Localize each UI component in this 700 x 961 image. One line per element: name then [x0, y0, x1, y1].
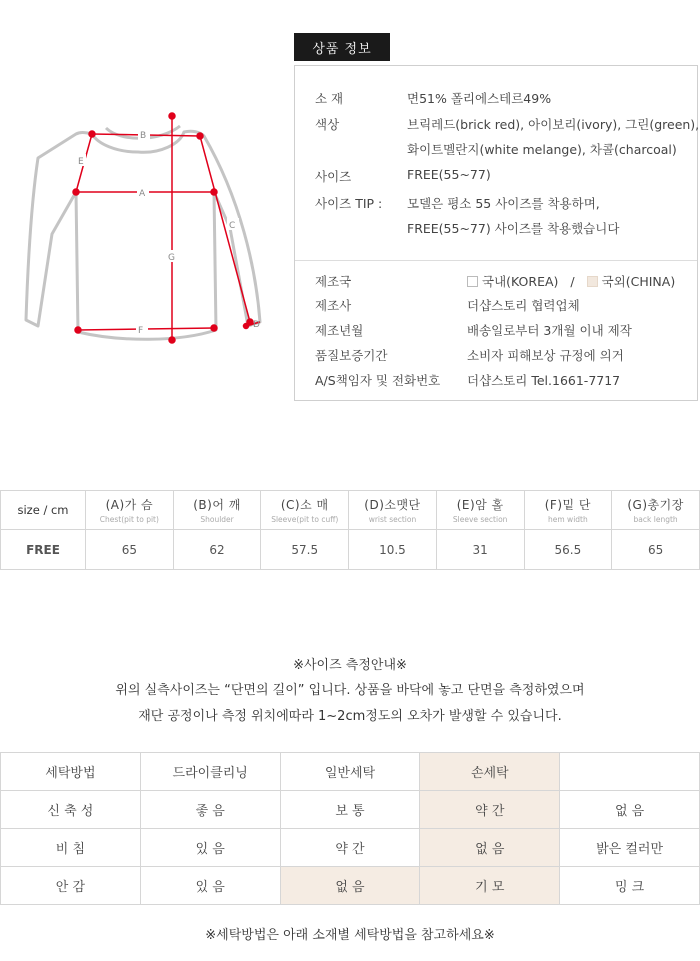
sweater-outline [26, 126, 260, 339]
maker-value: 더샵스토리 협력업체 [467, 298, 580, 313]
care-row [1, 791, 700, 829]
care-cell-option-1: 드라이클리닝 [140, 753, 280, 791]
size-value: FREE(55~77) [407, 167, 491, 182]
material-label: 소 재 [315, 91, 344, 106]
label-f: F [138, 326, 144, 336]
tip-value-2: FREE(55~77) 사이즈를 착용했습니다 [407, 221, 620, 236]
tip-value-1: 모델은 평소 55 사이즈를 착용하며, [407, 196, 600, 211]
care-cell-option-3: 기 모 [420, 867, 560, 905]
care-cell-option-2: 일반세탁 [280, 753, 420, 791]
care-table [0, 752, 700, 905]
size-diagram [20, 108, 280, 348]
size-unit: size / cm [1, 491, 86, 530]
diagram-labels [76, 128, 260, 336]
material-value: 면51% 폴리에스테르49% [407, 91, 552, 106]
info-tag: 상품 정보 [294, 33, 390, 61]
notice-line-2: 재단 공정이나 측정 위치에따라 1~2cm정도의 오차가 발생할 수 있습니다. [138, 709, 562, 724]
label-c: C [229, 221, 236, 231]
color-value-2: 화이트멜란지(white melange), 차콜(charcoal) [407, 142, 677, 157]
care-cell-option-4: 밍 크 [560, 867, 700, 905]
care-cell-option-1: 좋 음 [140, 791, 280, 829]
date-label: 제조년월 [315, 323, 364, 338]
care-cell-category: 신 축 성 [1, 791, 141, 829]
warranty-value: 소비자 피해보상 규정에 의거 [467, 348, 624, 363]
care-row [1, 753, 700, 791]
care-cell-option-2: 약 간 [280, 829, 420, 867]
value-hem: 56.5 [524, 530, 612, 570]
origin-korea: 국내(KOREA) [482, 274, 559, 289]
col-armhole: (E)암 홀 Sleeve section [436, 491, 524, 530]
care-cell-option-3: 없 음 [420, 829, 560, 867]
date-value: 배송일로부터 3개월 이내 제작 [467, 323, 632, 338]
info-divider [295, 260, 697, 261]
origin-china-checkbox [587, 276, 598, 287]
origin-separator: / [570, 274, 575, 289]
label-d: D [253, 320, 260, 330]
value-shoulder: 62 [173, 530, 261, 570]
care-cell-option-1: 있 음 [140, 829, 280, 867]
size-row-label: FREE [1, 530, 86, 570]
info-box [294, 65, 698, 401]
origin-label: 제조국 [315, 274, 352, 289]
warranty-label: 품질보증기간 [315, 348, 388, 363]
care-row [1, 867, 700, 905]
col-sleeve: (C)소 매 Sleeve(pit to cuff) [261, 491, 349, 530]
size-table [0, 490, 700, 570]
label-g: G [168, 253, 175, 263]
care-cell-option-1: 있 음 [140, 867, 280, 905]
value-length: 65 [612, 530, 700, 570]
notice-line-1: 위의 실측사이즈는 “단면의 길이” 입니다. 상품을 바닥에 놓고 단면을 측정하였으며 [115, 683, 585, 698]
tip-label: 사이즈 TIP : [315, 196, 383, 211]
care-footer: ※세탁방법은 아래 소재별 세탁방법을 참고하세요※ [205, 928, 495, 943]
size-table-row [1, 530, 700, 570]
care-cell-option-4: 없 음 [560, 791, 700, 829]
color-label: 색상 [315, 117, 340, 132]
value-chest: 65 [86, 530, 174, 570]
as-label: A/S책임자 및 전화번호 [315, 373, 441, 388]
value-armhole: 31 [436, 530, 524, 570]
origin-korea-checkbox [467, 276, 478, 287]
notice-title: ※사이즈 측정안내※ [293, 658, 407, 673]
color-value-1: 브릭레드(brick red), 아이보리(ivory), 그린(green), [407, 117, 700, 132]
label-b: B [140, 131, 147, 141]
origin-china: 국외(CHINA) [601, 274, 676, 289]
col-chest: (A)가 슴 Chest(pit to pit) [86, 491, 174, 530]
size-table-header [1, 491, 700, 530]
maker-label: 제조사 [315, 298, 352, 313]
care-row [1, 829, 700, 867]
care-cell-option-2: 보 통 [280, 791, 420, 829]
care-cell-category: 세탁방법 [1, 753, 141, 791]
care-cell-option-4: 밝은 컬러만 [560, 829, 700, 867]
care-cell-option-2: 없 음 [280, 867, 420, 905]
as-value: 더샵스토리 Tel.1661-7717 [467, 373, 621, 388]
origin-value [467, 272, 675, 290]
label-e: E [78, 157, 84, 167]
value-sleeve: 57.5 [261, 530, 349, 570]
col-hem: (F)밑 단 hem width [524, 491, 612, 530]
size-label: 사이즈 [315, 169, 352, 184]
value-wrist: 10.5 [349, 530, 437, 570]
col-shoulder: (B)어 깨 Shoulder [173, 491, 261, 530]
label-a: A [139, 189, 146, 199]
care-cell-category: 비 침 [1, 829, 141, 867]
care-cell-option-4 [560, 753, 700, 791]
col-wrist: (D)소맷단 wrist section [349, 491, 437, 530]
care-cell-option-3: 약 간 [420, 791, 560, 829]
care-cell-option-3: 손세탁 [420, 753, 560, 791]
care-cell-category: 안 감 [1, 867, 141, 905]
col-length: (G)총기장 back length [612, 491, 700, 530]
